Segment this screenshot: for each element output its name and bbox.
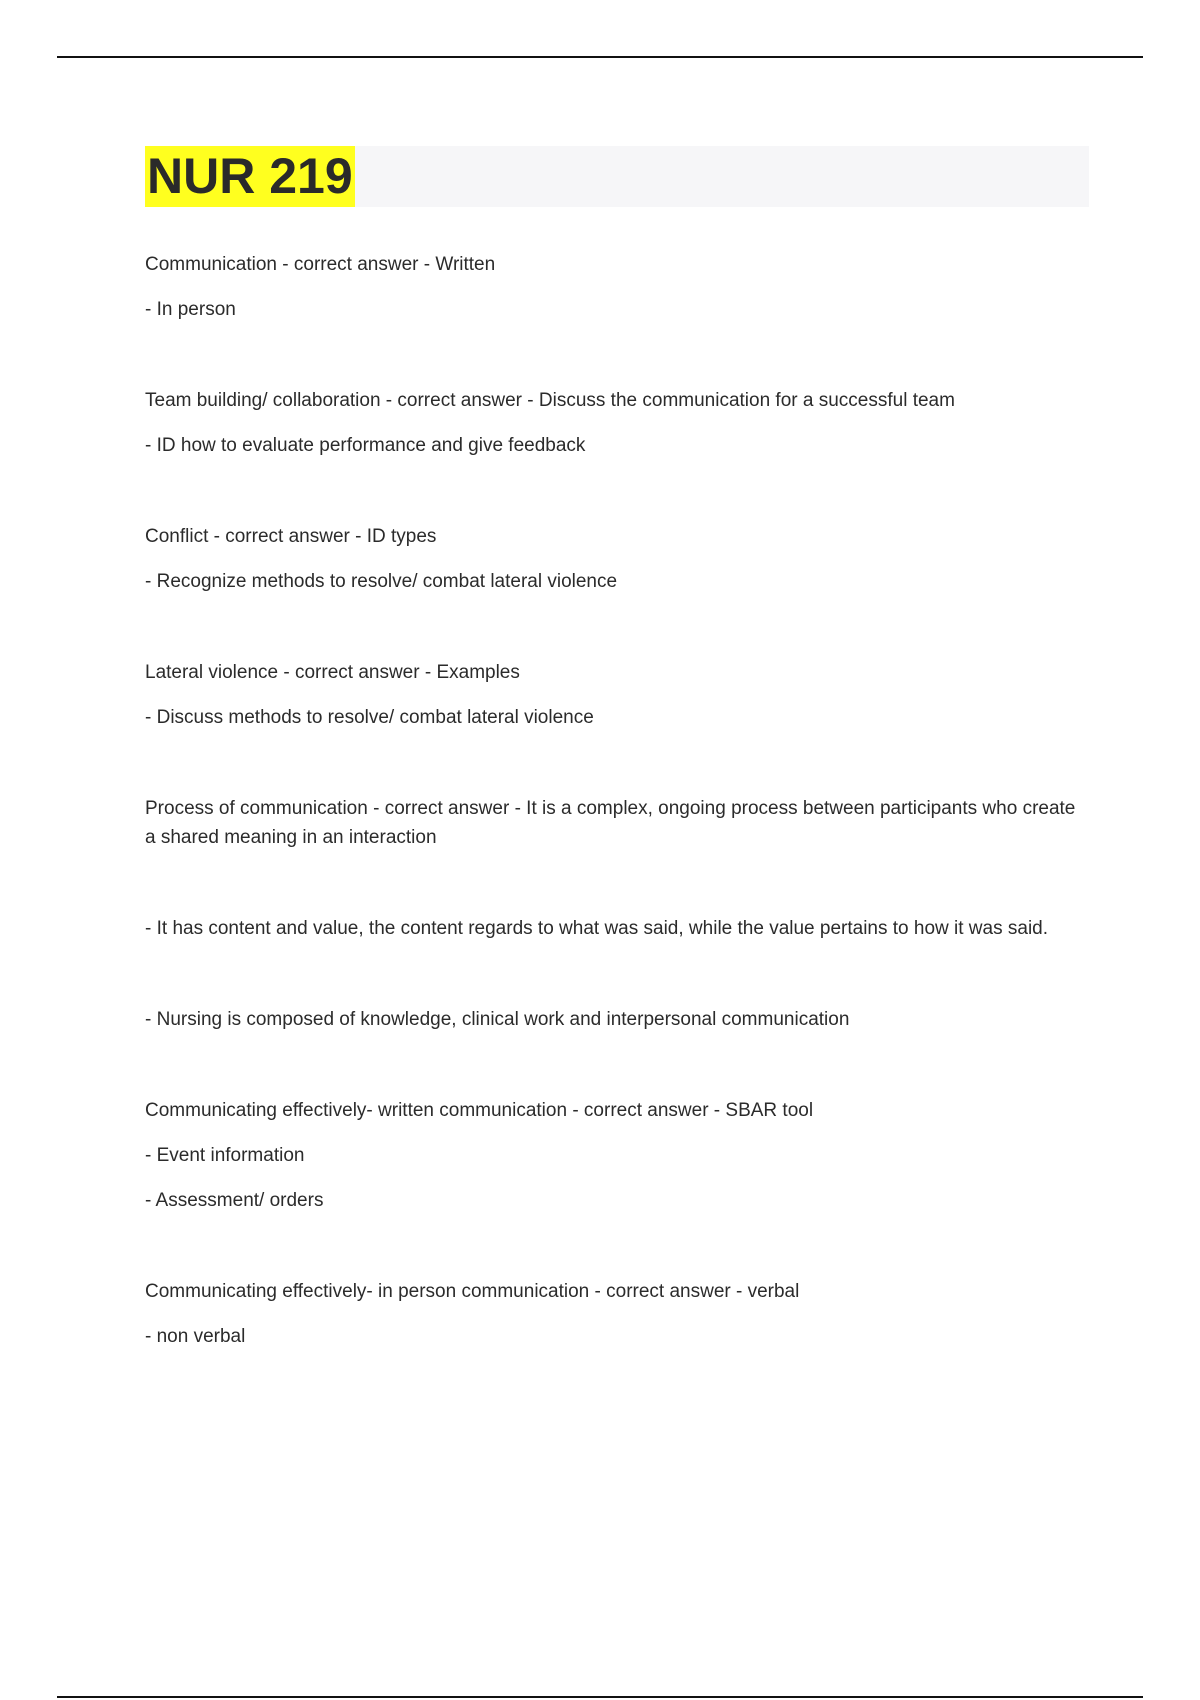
text-line: - Assessment/ orders <box>145 1190 324 1211</box>
text-line: Process of communication - correct answer - It is a complex, ongoing process between participants who create a shared meaning in an interaction <box>145 798 1076 848</box>
text-line: - Recognize methods to resolve/ combat lateral violence <box>145 571 618 592</box>
text-line: - Discuss methods to resolve/ combat lateral violence <box>145 707 594 728</box>
text-line: Communicating effectively- written communication - correct answer - SBAR tool <box>145 1100 814 1121</box>
text-line: - non verbal <box>145 1326 246 1347</box>
bottom-rule <box>57 1696 1143 1698</box>
text-line: - It has content and value, the content regards to what was said, while the value pertains to how it was said. <box>145 918 1049 939</box>
text-line: Lateral violence - correct answer - Examples <box>145 662 520 683</box>
text-line: Conflict - correct answer - ID types <box>145 526 437 547</box>
text-line: Team building/ collaboration - correct answer - Discuss the communication for a successful team <box>145 390 955 411</box>
text-line: - Event information <box>145 1145 305 1166</box>
top-rule <box>57 56 1143 58</box>
text-line: Communication - correct answer - Written <box>145 254 496 275</box>
text-line: - ID how to evaluate performance and give feedback <box>145 435 586 456</box>
text-line: - In person <box>145 299 236 320</box>
text-line: Communicating effectively- in person communication - correct answer - verbal <box>145 1281 800 1302</box>
document-title: NUR 219 <box>145 146 355 207</box>
document-body <box>145 250 1085 1351</box>
text-line: - Nursing is composed of knowledge, clinical work and interpersonal communication <box>145 1009 850 1030</box>
